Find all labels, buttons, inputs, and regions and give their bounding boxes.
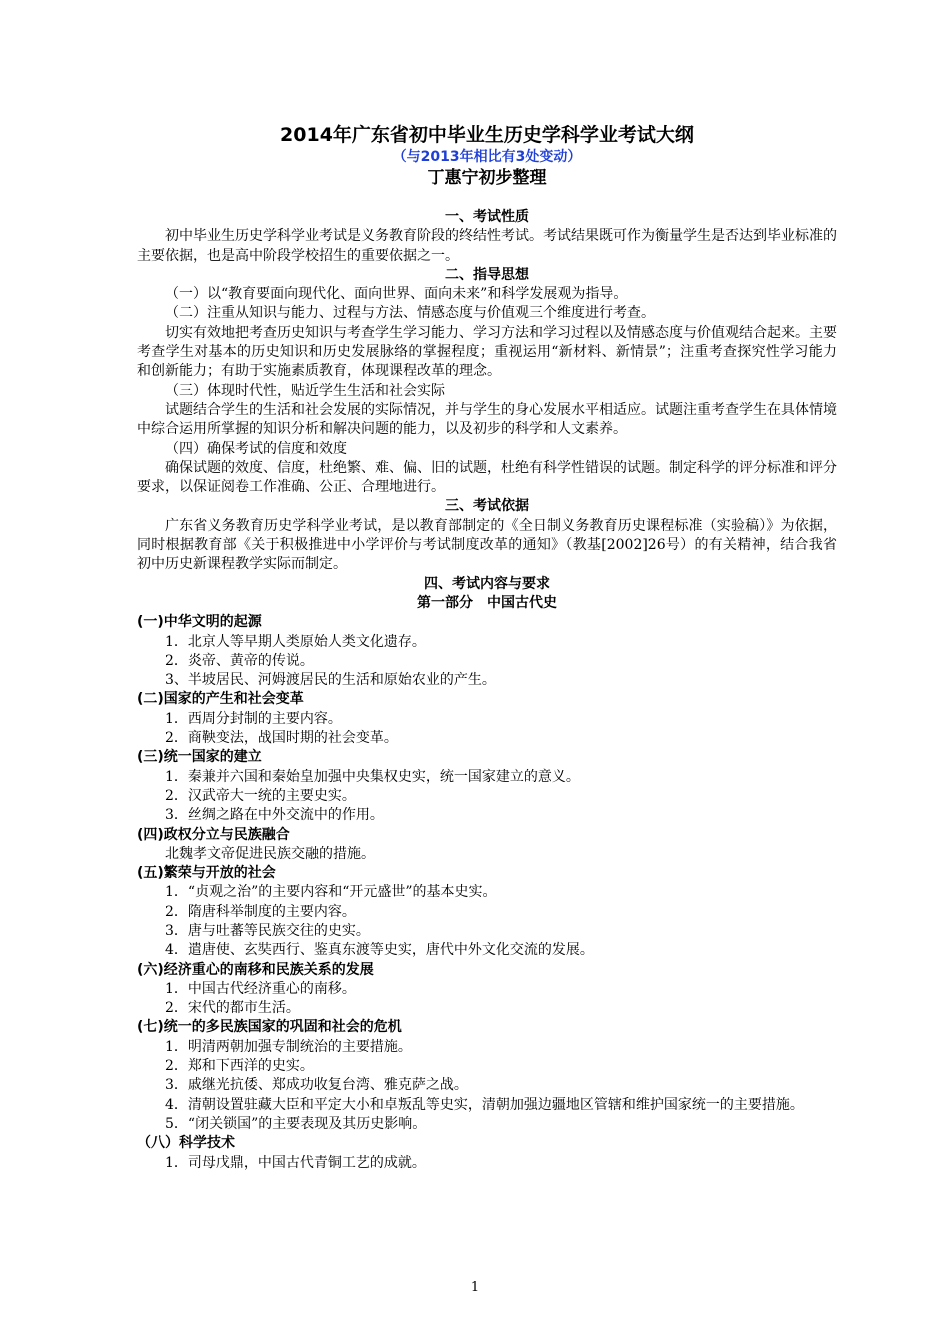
paragraph: （四）确保考试的信度和效度: [165, 440, 347, 457]
paragraph: 试题结合学生的生活和社会发展的实际情况，并与学生的身心发展水平相适应。试题注重考查学生在具体情境中综合运用所掌握的知识分析和解决问题的能力，以及初步的科学和人文素养。: [137, 401, 837, 438]
list-item: 2．郑和下西洋的史实。: [165, 1058, 314, 1075]
document-body: [137, 122, 837, 1173]
list-item: 1．西周分封制的主要内容。: [165, 710, 342, 727]
list-item: 3．丝绸之路在中外交流中的作用。: [165, 807, 384, 824]
topic-heading: （八）科学技术: [137, 1135, 235, 1152]
list-item: 2．隋唐科举制度的主要内容。: [165, 903, 356, 920]
topic-heading: (二)国家的产生和社会变革: [137, 691, 304, 708]
list-item: 3．戚继光抗倭、郑成功收复台湾、雅克萨之战。: [165, 1077, 468, 1094]
list-item: 2．炎帝、黄帝的传说。: [165, 652, 314, 669]
list-item: 2．商鞅变法，战国时期的社会变革。: [165, 730, 398, 747]
page-number: 1: [470, 1280, 480, 1295]
list-item: 北魏孝文帝促进民族交融的措施。: [165, 845, 375, 862]
list-item: 2．宋代的都市生活。: [165, 1000, 300, 1017]
topic-heading: (四)政权分立与民族融合: [137, 826, 290, 843]
list-item: 4．遣唐使、玄奘西行、鉴真东渡等史实，唐代中外文化交流的发展。: [165, 942, 594, 959]
section-heading-guiding: 二、指导思想: [445, 266, 529, 283]
list-item: 1．司母戊鼎，中国古代青铜工艺的成就。: [165, 1154, 426, 1171]
list-item: 1．中国古代经济重心的南移。: [165, 980, 356, 997]
list-item: 1．北京人等早期人类原始人类文化遗存。: [165, 633, 426, 650]
list-item: 3、半坡居民、河姆渡居民的生活和原始农业的产生。: [165, 672, 496, 689]
list-item: 5．“闭关锁国”的主要表现及其历史影响。: [165, 1115, 427, 1132]
section-heading-nature: 一、考试性质: [445, 209, 529, 225]
list-item: 1．秦兼并六国和秦始皇加强中央集权史实，统一国家建立的意义。: [165, 768, 580, 785]
topic-heading: (七)统一的多民族国家的巩固和社会的危机: [137, 1019, 402, 1036]
paragraph: 确保试题的效度、信度，杜绝繁、难、偏、旧的试题，杜绝有科学性错误的试题。制定科学的评分标准和评分要求，以保证阅卷工作准确、公正、合理地进行。: [137, 459, 837, 496]
list-item: 1．“贞观之治”的主要内容和“开元盛世”的基本史实。: [165, 884, 497, 901]
paragraph: 初中毕业生历史学科学业考试是义务教育阶段的终结性考试。考试结果既可作为衡量学生是否达到毕业标准的主要依据，也是高中阶段学校招生的重要依据之一。: [137, 228, 837, 264]
paragraph: 广东省义务教育历史学科学业考试，是以教育部制定的《全日制义务教育历史课程标准（实验稿）》为依据，同时根据教育部《关于积极推进中小学评价与考试制度改革的通知》（教基[2002]26号）的有关精神，结合我省初中历史新课程教学实际而制定。: [137, 517, 837, 573]
compiler-name: 丁惠宁初步整理: [427, 168, 547, 188]
topic-heading: (一)中华文明的起源: [137, 614, 262, 631]
section-heading-content: 四、考试内容与要求: [424, 575, 550, 592]
paragraph: 切实有效地把考查历史知识与考查学生学习能力、学习方法和学习过程以及情感态度与价值观结合起来。主要考查学生对基本的历史知识和历史发展脉络的掌握程度；重视运用“新材料、新情景”；注重考查探究性学习能力和创新能力；有助于实施素质教育，体现课程改革的理念。: [137, 324, 837, 380]
paragraph: （二）注重从知识与能力、过程与方法、情感态度与价值观三个维度进行考查。: [165, 305, 655, 322]
topic-heading: (六)经济重心的南移和民族关系的发展: [137, 961, 374, 978]
document-title: 2014年广东省初中毕业生历史学科学业考试大纲: [280, 124, 694, 146]
topic-heading: (五)繁荣与开放的社会: [137, 865, 276, 882]
list-item: 4．清朝设置驻藏大臣和平定大小和卓叛乱等史实，清朝加强边疆地区管辖和维护国家统一的主要措施。: [165, 1096, 804, 1113]
part-heading: 第一部分 中国古代史: [417, 594, 557, 611]
section-heading-basis: 三、考试依据: [445, 498, 529, 515]
list-item: 1．明清两朝加强专制统治的主要措施。: [165, 1038, 412, 1055]
paragraph: （三）体现时代性，贴近学生生活和社会实际: [165, 382, 445, 399]
document-subtitle: （与2013年相比有3处变动）: [392, 149, 582, 165]
list-item: 3．唐与吐蕃等民族交往的史实。: [165, 922, 370, 939]
list-item: 2．汉武帝大一统的主要史实。: [165, 787, 356, 804]
paragraph: （一）以“教育要面向现代化、面向世界、面向未来”和科学发展观为指导。: [165, 286, 628, 303]
topic-heading: (三)统一国家的建立: [137, 749, 262, 766]
